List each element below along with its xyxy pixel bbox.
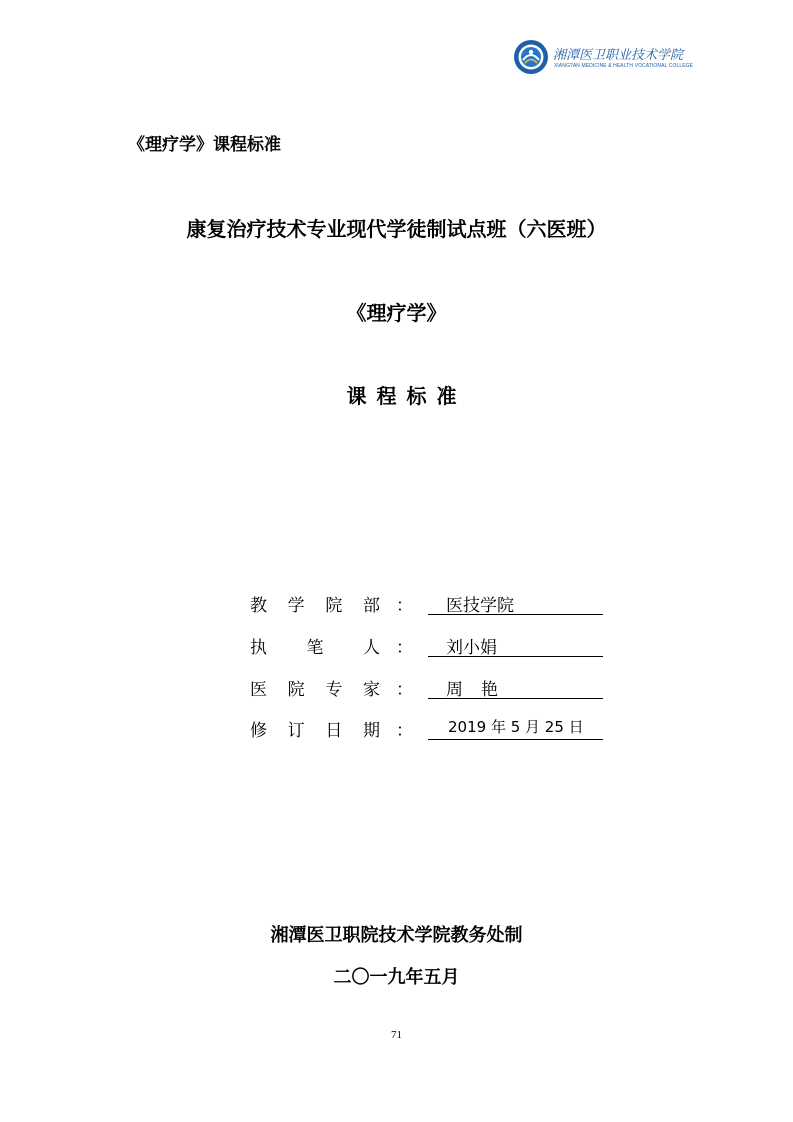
info-colon: ： [396,638,413,658]
info-row-author [250,633,610,659]
school-emblem-icon [513,39,549,75]
course-title: 《理疗学》 [346,301,447,325]
info-colon: ： [396,680,413,700]
program-title: 康复治疗技术专业现代学徒制试点班（六医班） [186,217,607,241]
info-row-revision-date [250,716,610,742]
issuing-organization: 湘潭医卫职院技术学院教务处制 [270,925,523,946]
school-name-cn: 湘潭医卫职业技术学院 [553,48,684,63]
standard-title: 课程标准 [346,384,467,408]
info-label: 教 学 院 部 [250,596,380,616]
school-logo [513,38,694,78]
info-row-department [250,591,610,617]
issue-date: 二〇一九年五月 [333,967,460,988]
info-colon: ： [396,596,413,616]
info-value-department: 医技学院 [428,591,603,615]
document-heading: 《理疗学》课程标准 [128,135,281,155]
info-label: 医 院 专 家 [250,680,380,700]
info-colon: ： [396,721,413,741]
info-value-revision-date: 2019 年 5 月 25 日 [428,716,603,740]
info-value-expert: 周艳 [428,675,603,699]
info-row-expert [250,675,610,701]
info-label: 修 订 日 期 [250,721,380,741]
info-label: 执 笔 人 [250,638,380,658]
school-name-en: XIANGTAN MEDICINE & HEALTH VOCATIONAL COLLEGE [554,63,694,69]
page-number: 71 [391,1029,402,1041]
info-value-author: 刘小娟 [428,633,603,657]
